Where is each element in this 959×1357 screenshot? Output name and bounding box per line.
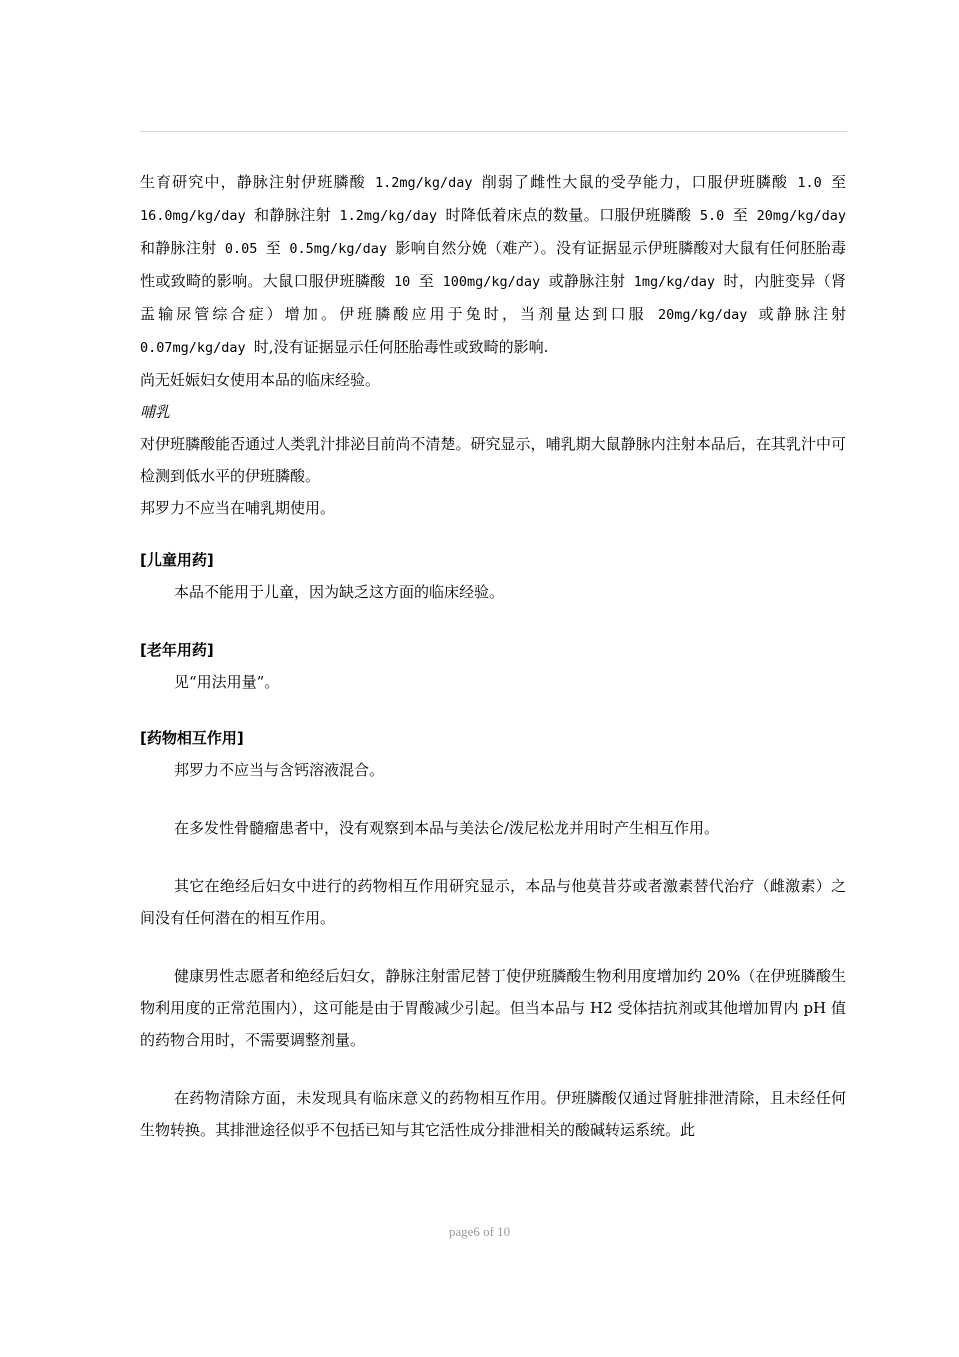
lactation-warning: 邦罗力不应当在哺乳期使用。 — [140, 499, 336, 517]
interactions-clearance: 在药物清除方面，未发现具有临床意义的药物相互作用。伊班膦酸仅通过肾脏排泄清除，且未经任何生物转换。其排泄途径似乎不包括已知与其它活性成分排泄相关的酸碱转运系统。此 — [140, 1089, 846, 1139]
interactions-myeloma: 在多发性骨髓瘤患者中，没有观察到本品与美法仑/泼尼松龙并用时产生相互作用。 — [174, 819, 720, 837]
interactions-heading: [药物相互作用] — [140, 729, 244, 747]
document-body — [140, 166, 846, 1146]
page-number: page6 of 10 — [448, 1224, 511, 1239]
header-rule — [140, 131, 847, 132]
geriatric-text: 见“用法用量”。 — [174, 673, 280, 691]
interactions-ranitidine: 健康男性志愿者和绝经后妇女，静脉注射雷尼替丁使伊班膦酸生物利用度增加约 20%（在伊班膦酸生物利用度的正常范围内），这可能是由于胃酸减少引起。但当本品与 H2 受体拮抗剂或其他增加胃内 pH 值的药物合用时，不需要调整剂量。 — [140, 967, 846, 1049]
pregnancy-no-experience: 尚无妊娠妇女使用本品的临床经验。 — [140, 371, 381, 389]
lactation-heading: 哺乳 — [140, 403, 171, 421]
interactions-calcium: 邦罗力不应当与含钙溶液混合。 — [174, 761, 385, 779]
interactions-tamoxifen: 其它在绝经后妇女中进行的药物相互作用研究显示，本品与他莫昔芬或者激素替代治疗（雌激素）之间没有任何潜在的相互作用。 — [140, 877, 846, 927]
pregnancy-paragraph: 生育研究中，静脉注射伊班膦酸 1.2mg/kg/day 削弱了雌性大鼠的受孕能力，口服伊班膦酸 1.0 至 16.0mg/kg/day 和静脉注射 1.2mg/kg/day 时降低着床点的数量。口服伊班膦酸 5.0 至 20mg/kg/day 和静脉注射 0.05 至 0.5mg/kg/day 影响自然分娩（难产）。没有证据显示伊班膦酸对大鼠有任何胚胎毒性或致畸的影响。大鼠口服伊班膦酸 10 至 100mg/kg/day 或静脉注射 1mg/kg/day 时，内脏变异（肾盂输尿管综合症）增加。伊班膦酸应用于兔时，当剂量达到口服 20mg/kg/day 或静脉注射 0.07mg/kg/day 时,没有证据显示任何胚胎毒性或致畸的影响. — [140, 173, 846, 356]
pediatric-heading: [儿童用药] — [140, 551, 214, 569]
geriatric-heading: [老年用药] — [140, 641, 214, 659]
lactation-text: 对伊班膦酸能否通过人类乳汁排泌目前尚不清楚。研究显示，哺乳期大鼠静脉内注射本品后，在其乳汁中可检测到低水平的伊班膦酸。 — [140, 435, 846, 485]
pediatric-text: 本品不能用于儿童，因为缺乏这方面的临床经验。 — [174, 583, 505, 601]
